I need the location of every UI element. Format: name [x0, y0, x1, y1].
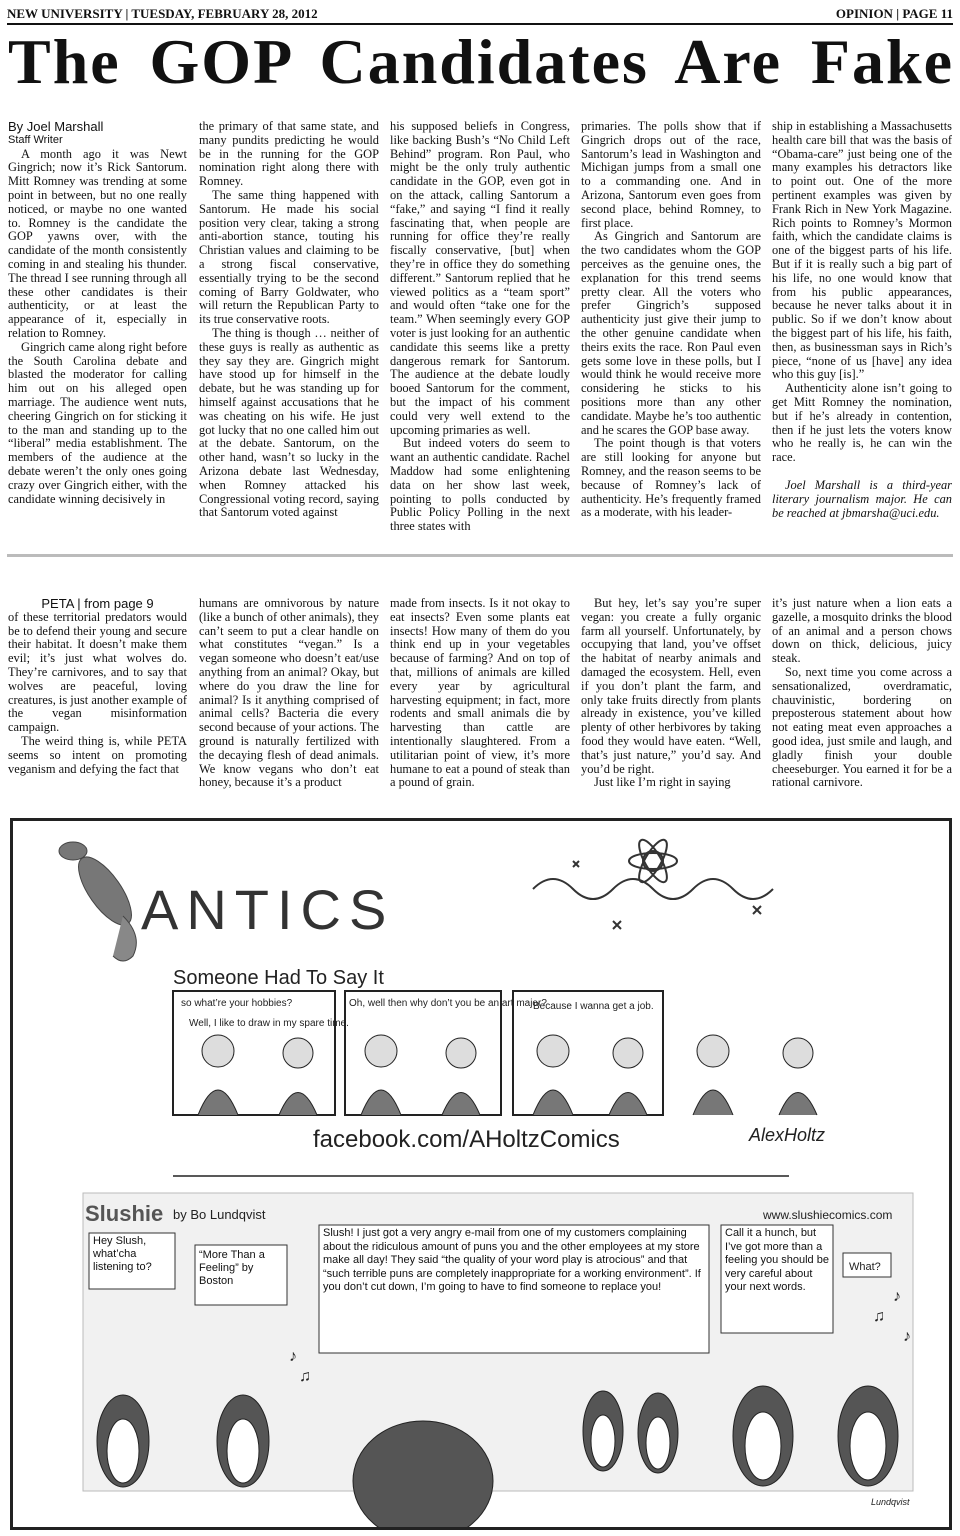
peta-column-2 [199, 597, 379, 790]
byline-author: By Joel Marshall [8, 119, 104, 134]
byline-title: Staff Writer [8, 133, 63, 146]
article-column-1 [8, 120, 187, 506]
speech-bubble: “More Than a Feeling” by Boston [199, 1249, 265, 1287]
paragraph: But hey, let’s say you’re super vegan: you create a fully organic farm all yourself. Unfortunately, by occupying that land, you’ve offset the habitat of nearby animals and damaged the ecosystem. Hell, even if you don’t plant the farm, and only take fruits directly from plants already in existence, you’ve killed plenty of other herbivores by taking food they would have eaten. “Well, that’s just nature,” you’d say. And you’d be right. [581, 596, 761, 776]
paragraph: The weird thing is, while PETA seems so intent on promoting veganism and defying the fact that [8, 733, 187, 776]
paragraph: As Gingrich and Santorum are the two candidates whom the GOP perceives as the genuine ones, the explanation for this trend seems pretty clear. All the voters who prefer Gingrich’s supposed authenticity just give their jump to the other genuine candidate when theirs exits the race. Ron Paul even gets some love in these polls, but I would think he would receive more considering he sticks to his positions more than any other candidate. Maybe he’s too authentic and he scares the GOP base away. [581, 229, 761, 437]
speech-bubble: so what’re your hobbies? [181, 998, 293, 1009]
paragraph: humans are omnivorous by nature (like a bunch of other animals), they can’t seem to put a clear handle on what constitutes “vegan.” Is a vegan someone who doesn’t eat/use anything from an animal? Okay, but where do you draw the line for animal? Is it anything comprised of animal cells? Bacteria die every second because of your actions. The ground is naturally fertilized with the decaying flesh of dead animals. We know vegans who don’t eat honey, because it’s a product [199, 596, 379, 790]
speech-bubble: Well, I like to draw in my spare time. [189, 1018, 349, 1029]
headline: The GOP Candidates Are Fake [8, 26, 954, 97]
strip-title: Someone Had To Say It [173, 967, 384, 989]
svg-text:♪: ♪ [289, 1348, 297, 1365]
article-column-4 [581, 120, 761, 520]
paragraph: made from insects. Is it not okay to eat insects? Even some plants eat insects! How many of them do you think end up in your vegetables because of farming? And on top of that, millions of animals are killed every year by agricultural harvesting equipment; in fact, more rodents and small animals die by harvesting than cattle are intentionally slaughtered. From a utilitarian point of view, it’s more humane to eat a pound of steak than a pound of grain. [390, 596, 570, 790]
paragraph: The thing is though … neither of these guys is really as authentic as they say they are. Gingrich might have stood up for himself in the debate, but he was standing up for himself against accusations that he was cheating on his wife. He just got lucky that no one called him out at the debate. Santorum, on the other hand, wasn’t so lucky in the Arizona debate last Wednesday, when Romney attacked his Congressional voting record, saying that Santorum voted against [199, 325, 379, 520]
paragraph: of these territorial predators would be to defend their young and secure their habitat. It doesn’t make them evil; it’s just what wolves do. They’re carnivores, and to say that wolves are peaceful, loving creatures, is just another example of the vegan misinformation campaign. [8, 609, 187, 735]
antics-signature: AlexHoltz [749, 1125, 826, 1145]
speech-bubble: Call it a hunch, but I’ve got more than a feeling you should be very careful about your next words. [725, 1227, 829, 1293]
svg-text:♪: ♪ [893, 1288, 901, 1305]
paragraph: A month ago it was Newt Gingrich; now it’s Rick Santorum. Mitt Romney was trending at some point in between, but no one really noticed, or maybe no one wanted to. Romney is the candidate the GOP yawns over, with the candidate of the month consistently coming in and stealing his thunder. The thread I see running through all these other candidates is their authenticity, or at least the appearance of it, especially in relation to Romney. [8, 146, 187, 340]
paragraph: the primary of that same state, and many pundits predicting he would be in the running for the GOP nomination right along there with Romney. [199, 119, 379, 189]
speech-bubble: What? [849, 1261, 881, 1273]
paragraph: his supposed beliefs in Congress, like backing Bush’s “No Child Left Behind” program. Ron Paul, who might be the only truly authentic candidate in the GOP, even got in on the attack, calling Santorum a “fake,” and saying “I find it really fascinating that, when people are running for office they’re really fiscally conservative, [but] when they’re in office they do something different.” Santorum replied that he viewed politics as a “team sport” and would often “take one for the team.” When seemingly every GOP voter is just looking for an authentic candidate this seems like a pretty dangerous remark for Santorum. The audience at the debate loudly booed Santorum for the comment, but the impact of his comment could very well extend to the upcoming primaries as well. [390, 119, 570, 437]
article-column-2 [199, 120, 379, 520]
antics-strip [173, 991, 825, 1115]
paragraph: Just like I’m right in saying [594, 775, 731, 790]
antics-facebook-link[interactable]: facebook.com/AHoltzComics [313, 1126, 620, 1153]
article-column-3 [390, 120, 570, 534]
page-header [7, 5, 953, 25]
peta-column-1 [8, 597, 187, 776]
section-divider [7, 554, 953, 557]
speech-bubble: Hey Slush, what’cha listening to? [93, 1235, 152, 1273]
paragraph: Gingrich came along right before the South Carolina debate and blasted the moderator for calling him out on his alleged open marriage. The audience went nuts, cheering Gingrich on for sticking it to the man and standing up to the “liberal” media establishment. The members of the audience at the debate weren’t the only ones going crazy over Gingrich either, with the candidate winning decisively in [8, 339, 187, 506]
article-column-5 [772, 120, 952, 520]
svg-text:♪: ♪ [903, 1328, 911, 1345]
peta-column-5 [772, 597, 952, 790]
slushie-byline: by Bo Lundqvist [173, 1207, 266, 1222]
paragraph: But indeed voters do seem to want an authentic candidate. Rachel Maddow had some enlightening data on her show last week, pointing to polls conducted by Public Policy Polling in the next three states with [390, 436, 570, 534]
speech-bubble: Slush! I just got a very angry e-mail from one of my customers complaining about the ridiculous amount of puns you and the other employees at my store make all day! They said “the quality of your word play is atrocious” and that “such terrible puns are completely inappropriate for a working environment”. If you don’t cut down, I’m going to have to find someone to replace you! [323, 1227, 701, 1293]
slushie-url[interactable]: www.slushiecomics.com [763, 1208, 893, 1222]
squirrel-icon [59, 842, 141, 961]
peta-column-4 [581, 597, 761, 790]
comics-art [13, 821, 949, 1527]
paragraph: ship in establishing a Massachusetts health care bill that was the basis of “Obama-care” just being one of the many examples his detractors like to point out. One of the more pertinent examples was given by Frank Rich in New York Magazine. Rich points to Romney’s Mormon faith, which the candidate claims is one of the biggest parts of his life. But if it is really such a big part of his life, no one would know that from his public appearances, because he never talks about it in public. So if we don’t know about the biggest part of his life, his faith, then, as businessman says in Rich’s piece, “none of us [have] any idea who this guy [is].” [772, 119, 952, 382]
section-page-label: OPINION | PAGE 11 [835, 6, 953, 21]
paragraph: The same thing happened with Santorum. He made his social position very clear, taking a strong anti-abortion stance, touting his Christian values and claiming to be a strong fiscal conservative, essentially trying to be the second coming of Barry Goldwater, who will return the Republican Party to its true conservative roots. [199, 187, 379, 327]
svg-text:♫: ♫ [873, 1308, 885, 1325]
jump-line[interactable]: PETA | from page 9 [41, 596, 154, 611]
slushie-logo: Slushie [85, 1201, 164, 1226]
slushie-signature: Lundqvist [871, 1497, 910, 1507]
peta-column-3 [390, 597, 570, 790]
paragraph: primaries. The polls show that if Gingrich drops out of the race, Santorum’s lead in Washington and Michigan jumps from a small one to a commanding one. And in Arizona, Santorum even goes from second place, behind Romney, to first place. [581, 119, 761, 230]
speech-bubble: Because I wanna get a job. [533, 1001, 654, 1012]
speech-bubble: Oh, well then why don’t you be an art major? [349, 998, 547, 1009]
comics-section [10, 818, 952, 1530]
antics-speech [181, 998, 654, 1029]
paragraph: Authenticity alone isn’t going to get Mitt Romney the nomination, but if he’s already in contention, then if he just lets the voters know who he really is, he can win the race. [772, 381, 952, 465]
paragraph: it’s just nature when a lion eats a gazelle, a mosquito drinks the blood of an animal and a person chows down on thick, delicious, juicy steak. [772, 596, 952, 666]
paragraph: The point though is that voters are still looking for anyone but Romney, and the reason seems to be because of Romney’s lack of authenticity. He’s frequently framed as a moderate, with his leader- [581, 436, 761, 520]
svg-text:♫: ♫ [299, 1368, 311, 1385]
antics-logo [59, 836, 773, 961]
decorative-swirl-icon [533, 836, 773, 929]
antics-title: ANTICS [141, 878, 395, 941]
paragraph: So, next time you come across a sensationalized, overdramatic, chauvinistic, bordering on preposterous statement about how not eating meat even approaches a good idea, just smile and laugh, and gladly finish your double cheeseburger. You earned it for be a rational carnivore. [772, 664, 952, 790]
author-bio: Joel Marshall is a third-year literary journalism major. He can be reached at jbmarsha@uci.edu. [772, 477, 952, 520]
paper-date-line: NEW UNIVERSITY | TUESDAY, FEBRUARY 28, 2012 [7, 6, 318, 21]
